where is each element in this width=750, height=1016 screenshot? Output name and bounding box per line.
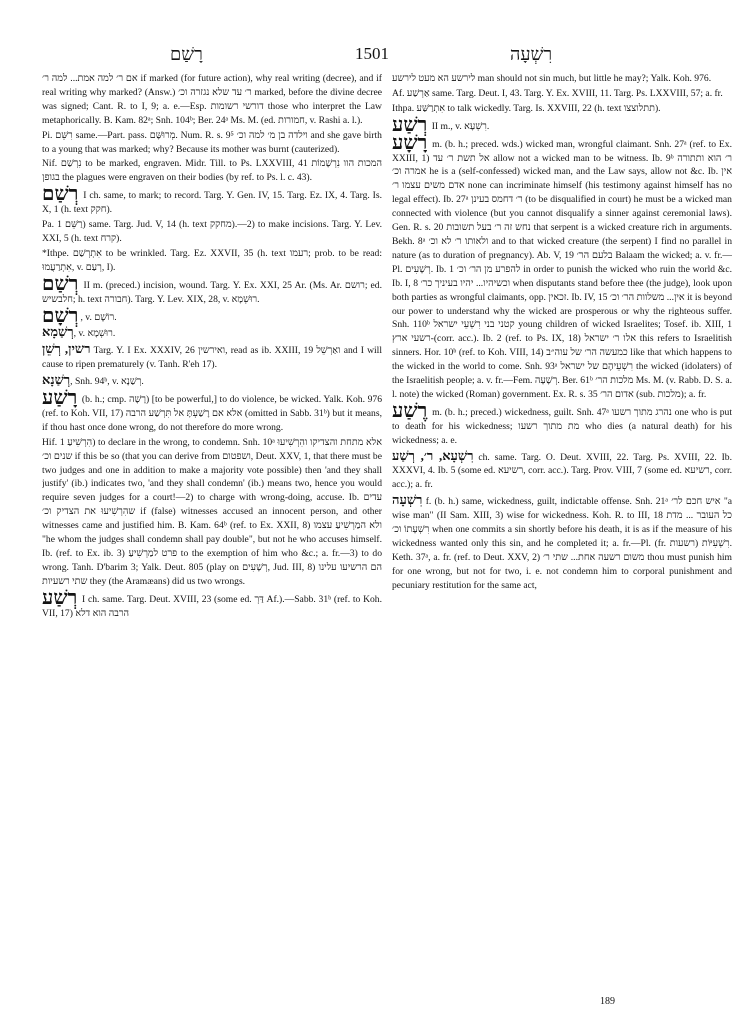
entry-headword: רְשַׁמָא bbox=[42, 324, 74, 340]
entry-headword: רְשַׁם bbox=[42, 272, 79, 295]
entry-text: (b. h.; cmp. רָשָׁה) [to be powerful,] to do violence, be wicked. Yalk. Koh. 976 (ref. to Koh. VII, 17) אלא אם רָשַׁעְתָּ אל תִּרְשַׁע הרבה (omitted in Sabb. 31ᵇ) but it means, if thou hast once done wrong, do not therefore do more wrong. bbox=[42, 394, 382, 433]
entry-headword: רשין, רְשֵׁן bbox=[42, 341, 91, 357]
dictionary-paragraph bbox=[42, 586, 382, 621]
signature-mark: 189 bbox=[600, 996, 615, 1007]
entry-text: *Ithpe. אִתְרְשַׁם to be wrinkled. Targ. Ez. XXVII, 35 (h. text רעמו; prob. to be read: אִתְרַעֲמוּ, v. רְעַם, I). bbox=[42, 247, 382, 273]
left-column bbox=[42, 72, 382, 1007]
entry-text: Pa. רַשֵּׁם 1) same. Targ. Jud. V, 14 (h. text מחקק).—2) to make incisions. Targ. Y. Lev. XXI, 5 (h. text קרח). bbox=[42, 219, 382, 244]
running-header bbox=[0, 40, 750, 66]
dictionary-paragraph bbox=[42, 218, 382, 246]
entry-text: Targ. Y. I Ex. XXXIV, 26 ואירשין, read as ib. XXIII, 19 ואַרְשֵׁל and I will cause to ripen prematurely (v. Tanh. R'eh 17). bbox=[42, 345, 382, 371]
entry-headword: רְשַׁע bbox=[392, 113, 428, 136]
right-column bbox=[392, 72, 732, 1007]
entry-text: I ch. same, to mark; to record. Targ. Y. Gen. IV, 15. Targ. Ez. IX, 4. Targ. Is. X, 1 (h. text חקק). bbox=[42, 190, 382, 216]
dictionary-paragraph bbox=[392, 87, 732, 101]
dictionary-paragraph bbox=[42, 436, 382, 589]
dictionary-paragraph bbox=[392, 449, 732, 493]
entry-text: Af. אַרְשַׁע same. Targ. Deut. I, 43. Targ. Y. Ex. XVIII, 11. Targ. Ps. LXXVIII, 57; a. fr. bbox=[392, 87, 723, 99]
entry-text: אם ר׳ למה אמת... למה ר׳ if marked (for future action), why real writing (decree), and if real writing why marked? (Answ.) ר׳ עד שלא נגזרה וכ׳ marked, before the divine decree was signed; Cant. R. to I, 9; a. e.—Esp. דורשי רשומות those who interpret the Law metaphorically. B. Kam. 82ᵃ; Snh. 104ᵇ; Ber. 24ᵃ Ms. M. (ed. חמורות, v. Rashi a. l.). bbox=[42, 73, 382, 126]
dictionary-paragraph bbox=[42, 342, 382, 372]
entry-text: , v. רוֹשֶׁם. bbox=[80, 311, 117, 323]
entry-headword: רְשַׁם bbox=[42, 183, 79, 206]
dictionary-paragraph bbox=[42, 304, 382, 327]
dictionary-paragraph bbox=[42, 247, 382, 275]
dictionary-paragraph bbox=[42, 387, 382, 435]
entry-headword: רְשַׁנָא bbox=[42, 372, 71, 388]
dictionary-paragraph bbox=[392, 72, 732, 86]
entry-headword: רְשָׁם bbox=[42, 304, 79, 327]
entry-text: m. (b. h.; preced.) wickedness, guilt. Snh. 47ᵃ נהרג מתוך רשעו one who is put to death for his wickedness; מת מתוך רשעו who dies (a natural death) for his wickedness; a. e. bbox=[392, 406, 732, 446]
page-number: 1501 bbox=[355, 44, 389, 63]
dictionary-paragraph bbox=[42, 325, 382, 341]
entry-text: לירשע הא מעט לירשע man should not sin much, but little he may?; Yalk. Koh. 976. bbox=[392, 73, 712, 84]
entry-text: Hif. הִרְשִׁיעַ 1) to declare in the wrong, to condemn. Snh. 10ᵃ אלא מתחת והצדיקו והִרְשִׁיעוּ שנים וכ׳ if this be so (that you can derive from ושפטום, Deut. XXV, 1, that there must be two judges and one in addition to make a majority vote possible) then 'and they shall justify' (ib.) indicates two, 'and they shall condemn' (ib.) means two, hence you would require seven judges for a court!—2) to charge with wrong-doing, accuse. Ib. עדים שהִרְשִׁיעוּ את הצדיק וכ׳ if (false) witnesses accused an innocent person, and other witnesses came and justified him. B. Kam. 64ᵇ (ref. to Ex. XXII, 8) ולא המַרְשִׁיעַ עצמו "he whom the judges shall condemn shall pay double", but not he who accuses himself. Ib. (ref. to Ex. ib. 3) פרט למַרְשִׁיעַ to the exemption of him who &c.; a. fr.—3) to do wrong. Tanh. D'barim 3; Yalk. Deut. 805 (play on רְשָׁעִים, Jud. III, 8) הם הרשיעו עלינו שתי רשעיות they (the Aramæans) did us two wrongs. bbox=[42, 436, 382, 587]
dictionary-paragraph bbox=[392, 399, 732, 448]
entry-text: m. (b. h.; preced. wds.) wicked man, wrongful claimant. Snh. 27ᵃ (ref. to Ex. XXIII, 1) אל תשת ר׳ עד allow not a wicked man to be witness. Ib. 9ᵇ ר׳ הוא ותתורה אמרה וכ׳ he is a (self-confessed) wicked man, and the Law says, allow not &c. Ib. אין אדם משים עצמו ר׳ none can incriminate himself (his testimony against himself has no legal effect). Ib. 27ᵃ ר׳ דחמס בעינן (to be disqualified in court) he must be a wicked man connected with violence (but you cannot disqualify a sinner against ceremonial laws). Gen. R. s. 20 נחש זה ר׳ בעל תשובות that serpent is a wicked creature rich in arguments. Bekh. 8ᵃ ולאותו ר׳ לא וכ׳ and to that wicked creature (the serpent) I find no parallel in nature (as to duration of pregnancy). Ab. V, 19 בלעם הר׳ Balaam the wicked; a. v. fr.—Pl. רְשָׁעִים. Ib. 1 להפרע מן הר׳ וכ׳ in order to punish the wicked who ruin the world &c. Ib. I, 8 וכשיהיו... יהיו בעיניך כר׳ when disputants stand before thee (the judge), look upon both parties as wrongful claimants, opp. זכאין. Ib. IV, 15 אין... משלוות הר׳ וכ׳ it is beyond our power to understand why the wicked are prosperous or why the righteous suffer. Snh. 110ᵇ קטני בני רִשְׁעֵי ישראל young children of wicked Israelites; Tosef. ib. XIII, 1 רשעי ארץ-(corr. acc.). Ib. 2 (ref. to Ps. IX, 18) אלו ר׳ ישראל this refers to Israelitish sinners. Hor. 10ᵇ (ref. to Koh. VIII, 14) כמעשה הר׳ של עוה״ב like that which happens to the wicked in the world to come. Snh. 93ᵃ רִשְׁעֵיהֶם של ישראל the wicked (idolaters) of the Israelitish people; a. v. fr.—Fem. רְשָׁעָה. Ber. 61ᵇ מלכות הר׳ Ms. M. (v. Rabb. D. S. a. l. note) the wicked (Roman) government. Ex. R. s. 35 אדום הר׳ (sub. מלכות); a. fr. bbox=[392, 138, 732, 400]
header-guide-word-left: רָשַׁם bbox=[170, 44, 203, 64]
entry-text: Ithpa. אִתְרַשַּׁע to talk wickedly. Targ. Is. XXVIII, 22 (h. text תתלוצצו). bbox=[392, 102, 661, 114]
dictionary-paragraph bbox=[392, 493, 732, 592]
entry-text: II m. (preced.) incision, wound. Targ. Y. Ex. XXI, 25 Ar. (Ms. Ar. רושם; ed. חלבשיש; h. text חבורה). Targ. Y. Lev. XIX, 28, v. רוּשְׁמָא. bbox=[42, 279, 382, 305]
entry-text: Pi. רִשֵּׁם same.—Part. pass. מְרוּשָּׁם. Num. R. s. 9⁵ וילדה בן מ׳ למה וכ׳ and she gave birth to a young that was marked; why? Because its mother was burnt (cauterized). bbox=[42, 129, 382, 155]
dictionary-paragraph bbox=[42, 157, 382, 185]
dictionary-paragraph bbox=[392, 113, 732, 136]
dictionary-paragraph bbox=[42, 272, 382, 307]
entry-text: , Snh. 94ᵇ, v. רְשַׁנָא. bbox=[70, 376, 144, 388]
dictionary-paragraph bbox=[392, 131, 732, 402]
entry-text: f. (b. h.) same, wickedness, guilt, indictable offense. Snh. 21ᵃ איש חכם לר׳ "a wise man" (II Sam. XIII, 3) wise for wickedness. Koh. R. to III, 18 כל העובר ... מדת רִשְׁעָתוֹ וכ׳ when one commits a sin shortly before his death, it is as if the measure of his wickedness wanted only this sin, and he completed it; a. fr.—Pl. (fr. רשעות) רִשְׁעִיּוֹת. Keth. 37ᵃ, a. fr. (ref. to Deut. XXV, 2) משום רשעה אחת... שתי ר׳ thou must punish him for one wrong, but not for two, i. e. not condemn him to corporal punishment and pecuniary restitution for the same act, bbox=[392, 496, 732, 591]
entry-text: ch. same. Targ. O. Deut. XVIII, 22. Targ. Ps. XVIII, 22. Ib. XXXVI, 4. Ib. 5 (some ed. רשיעא, corr. acc.). Targ. Prov. VIII, 7 (some ed. רשיעא, corr. acc.); a. fr. bbox=[392, 451, 732, 491]
entry-text: II m., v. רִשְׁעָא. bbox=[429, 120, 490, 132]
dictionary-paragraph bbox=[42, 129, 382, 157]
entry-headword: רִשְׁעָה bbox=[392, 492, 423, 508]
dictionary-paragraph bbox=[392, 102, 732, 116]
entry-headword: רָשַׁע bbox=[42, 387, 78, 410]
header-guide-word-right: רִשְׁעָה bbox=[510, 44, 553, 64]
entry-text: , v. רוּשְׁמָא. bbox=[73, 328, 116, 340]
dictionary-paragraph bbox=[42, 72, 382, 128]
dictionary-paragraph bbox=[42, 373, 382, 389]
entry-text: Nif. נִרְשַׁם to be marked, engraven. Midr. Till. to Ps. LXXVIII, 41 המכות הוו נִרְשָׁמוֹת בגופן the plagues were engraven on their bodies (by ref. to Ps. l. c. 43). bbox=[42, 158, 382, 184]
entry-headword: רִשְׁעָא, ר׳, רְשַׁע bbox=[392, 447, 474, 463]
entry-headword: רֶשַׁע bbox=[392, 399, 428, 422]
entry-text: I ch. same. Targ. Deut. XVIII, 23 (some ed. דַּרְ Af.).—Sabb. 31ᵇ (ref. to Koh. VII, 17) הרבה הוא דלא bbox=[42, 593, 382, 619]
dictionary-paragraph bbox=[42, 183, 382, 217]
entry-headword: רָשָׁע bbox=[392, 131, 428, 154]
entry-headword: רְשַׁע bbox=[42, 586, 78, 609]
